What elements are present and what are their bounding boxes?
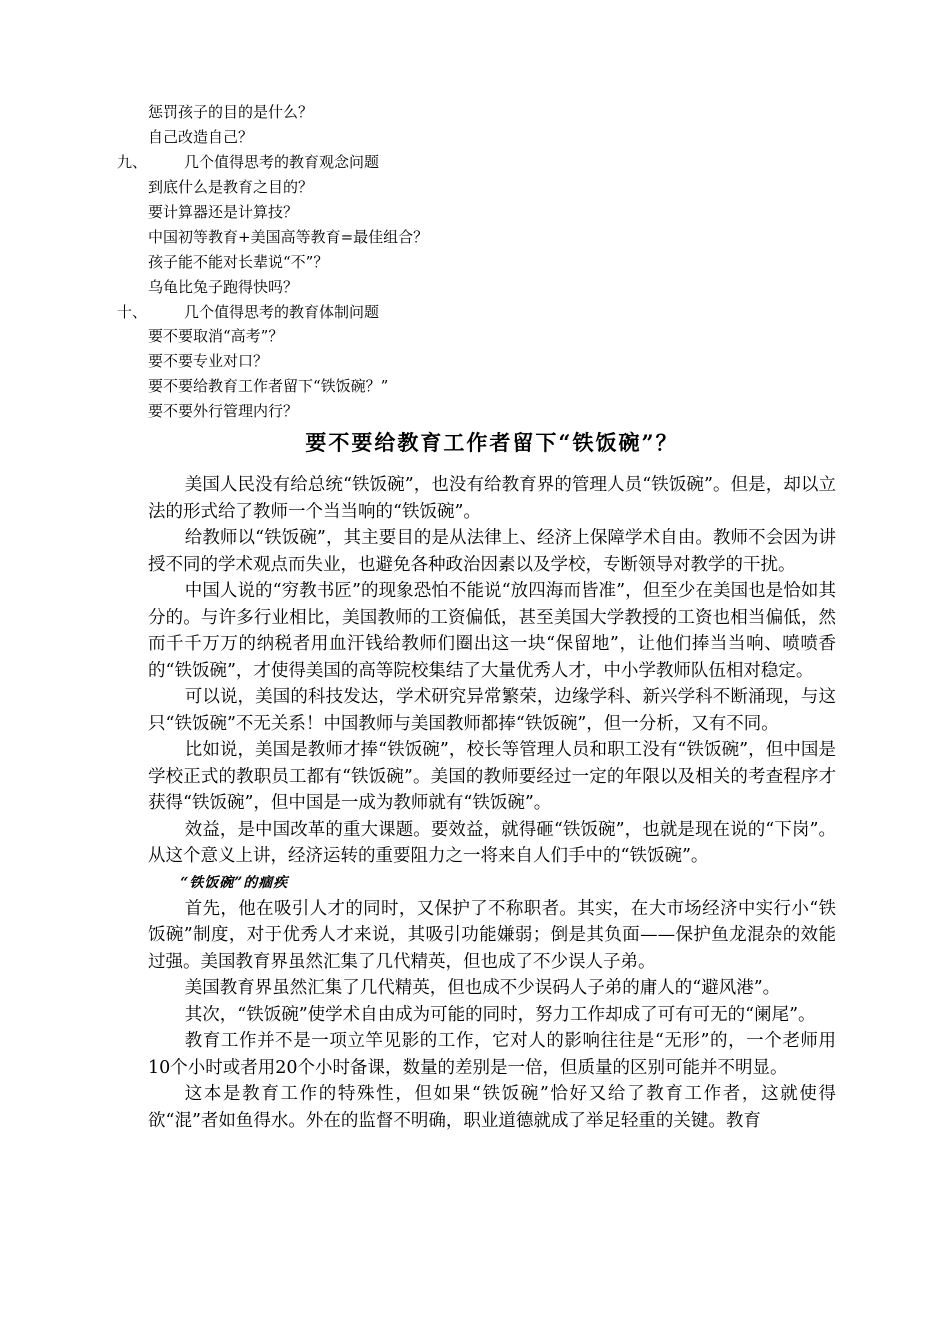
paragraph: 这本是教育工作的特殊性，但如果“铁饭碗”恰好又给了教育工作者，这就使得欲“混”者如鱼得水。外在的监督不明确，职业道德就成了举足轻重的关键。教育 <box>148 1084 836 1131</box>
article-body <box>148 472 836 1134</box>
toc-item: 乌龟比兔子跑得快吗？ <box>148 278 299 296</box>
section-subheading: “铁饭碗”的痼疾 <box>180 874 289 891</box>
paragraph: 中国人说的“穷教书匠”的现象恐怕不能说“放四海而皆准”，但至少在美国也是恰如其分的。与许多行业相比，美国教师的工资偏低，甚至美国大学教授的工资也相当偏低，然而千千万万的纳税者用血汗钱给教师们圈出这一块“保留地”，让他们捧当当响、喷喷香的“铁饭碗”，才使得美国的高等院校集结了大量优秀人才，中小学教师队伍相对稳定。 <box>148 581 836 681</box>
toc-item-punish: 惩罚孩子的目的是什么？ <box>148 103 314 121</box>
section-10-number: 十、 <box>117 303 148 321</box>
paragraph: 美国教育界虽然汇集了几代精英，但也成不少误码人子弟的庸人的“避风港”。 <box>184 978 781 998</box>
toc-item: 到底什么是教育之目的？ <box>148 178 314 196</box>
toc-item: 要不要专业对口？ <box>148 352 269 370</box>
paragraph: 美国人民没有给总统“铁饭碗”，也没有给教育界的管理人员“铁饭碗”。但是，却以立法的形式给了教师一个当当响的“铁饭碗”。 <box>148 475 836 522</box>
section-10-title: 几个值得思考的教育体制问题 <box>184 303 380 321</box>
toc-item-self: 自己改造自己？ <box>148 128 254 146</box>
section-9-number: 九、 <box>117 153 148 171</box>
article-title: 要不要给教育工作者留下“铁饭碗”？ <box>305 430 679 455</box>
paragraph: 教育工作并不是一项立竿见影的工作，它对人的影响往往是“无形”的，一个老师用10个小时或者用20个小时备课，数量的差别是一倍，但质量的区别可能并不明显。 <box>148 1031 836 1078</box>
paragraph: 首先，他在吸引人才的同时，又保护了不称职者。其实，在大市场经济中实行小“铁饭碗”制度，对于优秀人才来说，其吸引功能嫌弱；倒是其负面——保护鱼龙混杂的效能过强。美国教育界虽然汇集了几代精英，但也成了不少误人子弟。 <box>148 898 836 972</box>
toc-item: 要不要给教育工作者留下“铁饭碗？” <box>148 377 389 395</box>
toc-item: 要不要外行管理内行？ <box>148 402 299 420</box>
paragraph: 其次，“铁饭碗”使学术自由成为可能的同时，努力工作却成了可有可无的“阑尾”。 <box>184 1004 816 1025</box>
paragraph: 比如说，美国是教师才捧“铁饭碗”，校长等管理人员和职工没有“铁饭碗”，但中国是学校正式的教职员工都有“铁饭碗”。美国的教师要经过一定的年限以及相关的考查程序才获得“铁饭碗”，但中国是一成为教师就有“铁饭碗”。 <box>148 740 836 813</box>
toc-item: 孩子能不能对长辈说“不”？ <box>148 253 329 271</box>
toc-item: 中国初等教育+美国高等教育=最佳组合？ <box>148 228 429 246</box>
paragraph: 可以说，美国的科技发达，学术研究异常繁荣，边缘学科、新兴学科不断涌现，与这只“铁饭碗”不无关系！中国教师与美国教师都捧“铁饭碗”，但一分析，又有不同。 <box>148 687 836 734</box>
toc-item: 要计算器还是计算技？ <box>148 203 299 221</box>
section-9-title: 几个值得思考的教育观念问题 <box>184 153 380 171</box>
paragraph: 效益，是中国改革的重大课题。要效益，就得砸“铁饭碗”，也就是现在说的“下岗”。从这个意义上讲，经济运转的重要阻力之一将来自人们手中的“铁饭碗”。 <box>148 819 836 866</box>
toc-item: 要不要取消“高考”？ <box>148 327 284 345</box>
paragraph: 给教师以“铁饭碗”，其主要目的是从法律上、经济上保障学术自由。教师不会因为讲授不同的学术观点而失业，也避免各种政治因素以及学校，专断领导对教学的干扰。 <box>148 528 836 575</box>
